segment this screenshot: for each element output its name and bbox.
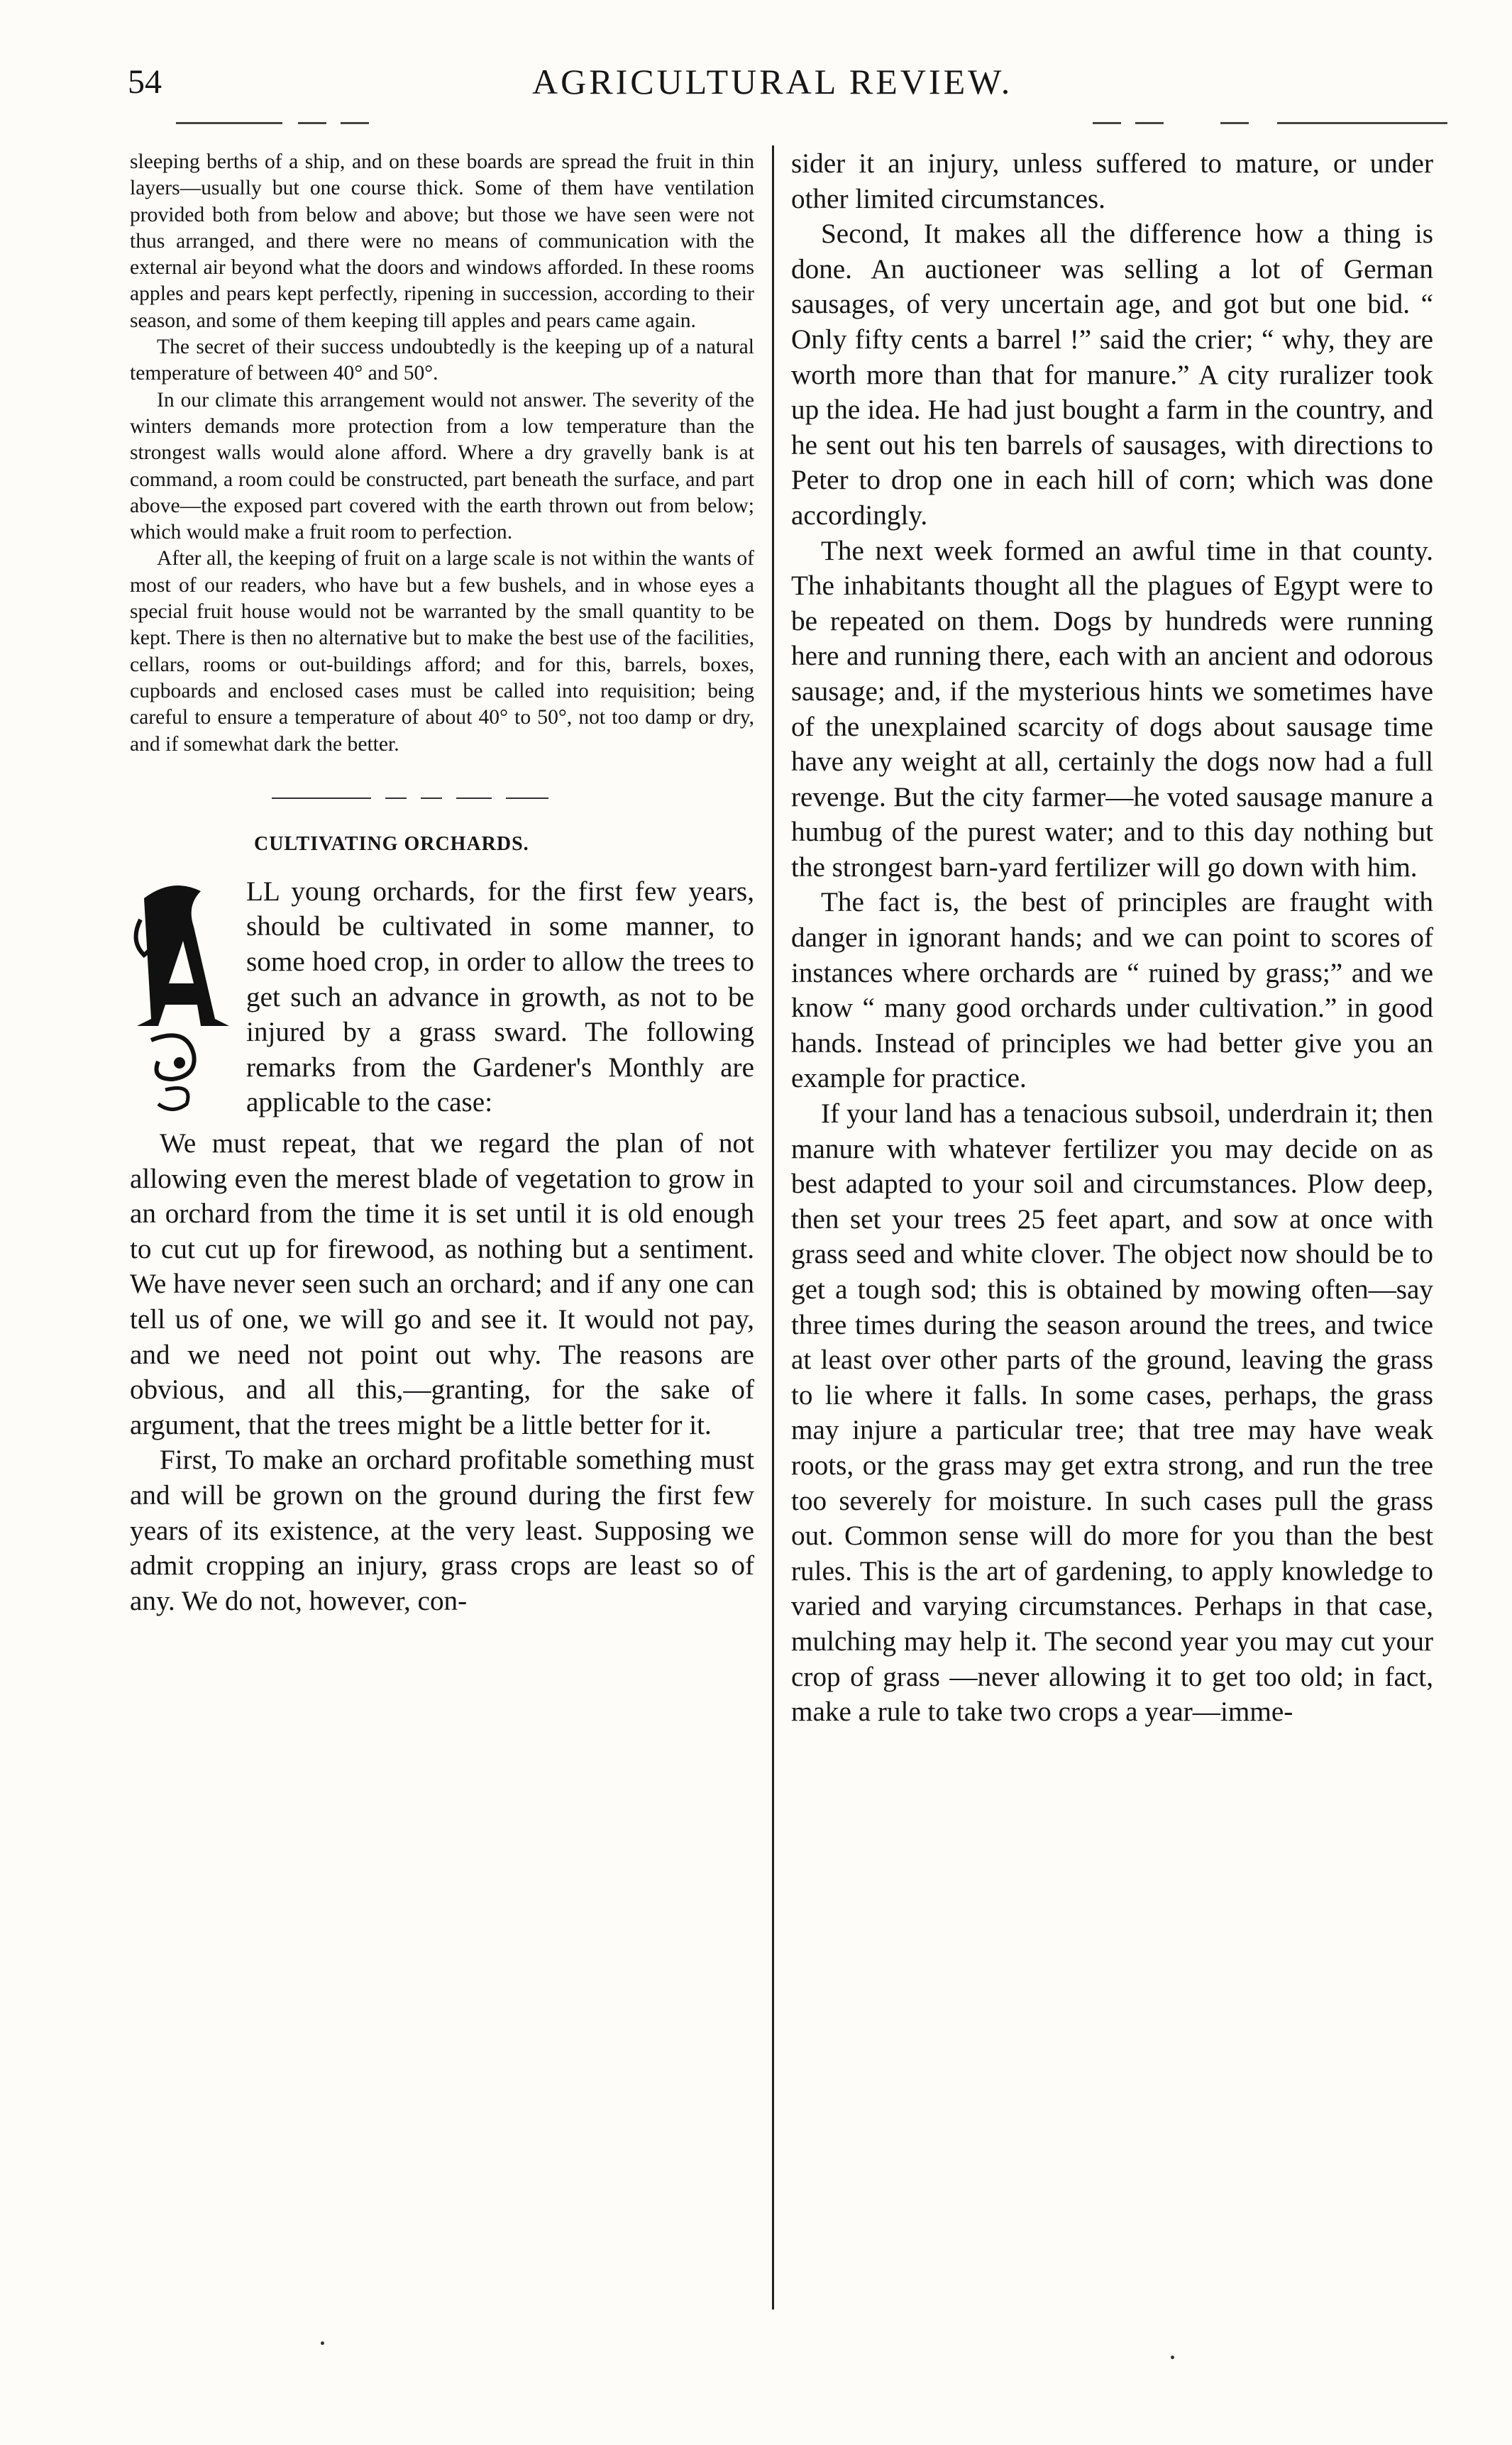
header-rule-fragment: [1135, 122, 1164, 124]
page-header: [128, 55, 1462, 112]
section-separator: [130, 786, 754, 812]
article-paragraph: If your land has a tenacious subsoil, underdrain it; then manure with whatever fertilizer you may decide on as best adapted to your soil and circumstances. Plow deep, then set your trees 25 feet apart, and sow at once with grass seed and white clover. The object now should be to get a tough sod; this is obtained by mowing often—say three times during the season around the trees, and twice at least over other parts of the ground, leaving the grass to lie where it falls. In some cases, perhaps, the grass may injure a particular tree; that tree may have weak roots, or the grass may get extra strong, and run the tree too severely for moisture. In such cases pull the grass out. Common sense will do more for you than the best rules. This is the art of gardening, to apply knowledge to varied and varying circumstances. Perhaps in that case, mulching may help it. The second year you may cut your crop of grass —never allowing it to get too old; in fact, make a rule to take two crops a year—imme-: [791, 1098, 1433, 1728]
page-number: 54: [128, 63, 162, 101]
article-paragraph: The secret of their success undoubtedly is the keeping up of a natural temperature of between 40° and 50°.: [130, 336, 754, 385]
header-rule-fragment: [1220, 122, 1249, 124]
article-paragraph: Second, It makes all the difference how a thing is done. An auctioneer was selling a lot of German sausages, of very uncertain age, and got but one bid. “ Only fifty cents a barrel !” said the crier; “ why, they are worth more than that for manure.” A city ruralizer took up the idea. He had just bought a farm in the country, and he sent out his ten barrels of sausages, with directions to Peter to drop one in each hill of corn; which was done accordingly.: [791, 219, 1433, 531]
article-paragraph: In our climate this arrangement would not answer. The severity of the winters demands more protection from a low temperature than the strongest walls would alone afford. Where a dry gravelly bank is at command, a room could be constructed, part beneath the surface, and part above—the exposed part covered with the earth thrown out from below; which would make a fruit room to perfection.: [130, 388, 754, 544]
print-speck: [1171, 2356, 1174, 2359]
article-paragraph: sleeping berths of a ship, and on these boards are spread the fruit in thin layers—usually but one course thick. Some of them have ventilation provided both from below and above; but those we have seen were not thus arranged, and there were no means of communication with the external air beyond what the doors and windows afforded. In these rooms apples and pears kept perfectly, ripening in succession, according to their season, and some of them keeping till apples and pears came again.: [130, 150, 754, 332]
article-paragraph: The next week formed an awful time in that county. The inhabitants thought all the plagues of Egypt were to be repeated on them. Dogs by hundreds were running here and running there, each with an ancient and odorous sausage; and, if the mysterious hints we sometimes have of the unexplained scarcity of dogs about sausage time have any weight at all, certainly the dogs now had a full revenge. But the city farmer—he voted sausage manure a humbug of the purest water; and to this day nothing but the strongest barn-yard fertilizer will go down with him.: [791, 535, 1433, 883]
article-paragraph: We must repeat, that we regard the plan of not allowing even the merest blade of vegetation to grow in an orchard from the time it is set until it is old enough to cut cut up for firewood, as nothing but a sentiment. We have never seen such an orchard; and if any one can tell us of one, we will go and see it. It would not pay, and we need not point out why. The reasons are obvious, and all this,—granting, for the sake of argument, that the trees might be a little better for it.: [130, 1127, 754, 1440]
dropcap-a-icon: [130, 877, 236, 1118]
column-divider: [772, 145, 774, 2309]
left-column: [130, 149, 754, 1618]
header-rule: [1277, 122, 1447, 124]
article-paragraph: First, To make an orchard profitable something must and will be grown on the ground during the first few years of its existence, at the very least. Supposing we admit cropping an injury, grass crops are least so of any. We do not, however, con-: [130, 1445, 754, 1616]
header-rule-fragment: [298, 122, 326, 124]
header-rule: [176, 122, 282, 124]
article-opening: [130, 874, 754, 1120]
article-paragraph: The fact is, the best of principles are fraught with danger in ignorant hands; and we can point to scores of instances where orchards are “ ruined by grass;” and we know “ many good orchards under cultivation.” in good hands. Instead of principles we had better give you an example for practice.: [791, 887, 1433, 1094]
header-rule-fragment: [341, 122, 369, 124]
article-paragraph: After all, the keeping of fruit on a large scale is not within the wants of most of our readers, who have but a few bushels, and in whose eyes a special fruit house would not be warranted by the small quantity to be kept. There is then no alternative but to make the best use of the facilities, cellars, rooms or out-buildings afford; and for this, barrels, boxes, cupboards and enclosed cases must be called into requisition; being careful to ensure a temperature of about 40° to 50°, not too damp or dry, and if somewhat dark the better.: [130, 547, 754, 756]
opening-paragraph: LL young orchards, for the first few years, should be cultivated in some manner, to some hoed crop, in order to allow the trees to get such an advance in growth, as not to be injured by a grass sward. The following remarks from the Gardener's Monthly are applicable to the case:: [246, 876, 754, 1118]
ornamental-dropcap: [130, 877, 236, 1118]
header-rule-fragment: [1093, 122, 1121, 124]
section-title: CULTIVATING ORCHARDS.: [254, 832, 529, 855]
article-paragraph: sider it an injury, unless suffered to mature, or under other limited circumstances.: [791, 148, 1433, 214]
right-column: [791, 146, 1433, 1730]
running-title: AGRICULTURAL REVIEW.: [532, 62, 1013, 101]
print-speck: [321, 2341, 324, 2345]
